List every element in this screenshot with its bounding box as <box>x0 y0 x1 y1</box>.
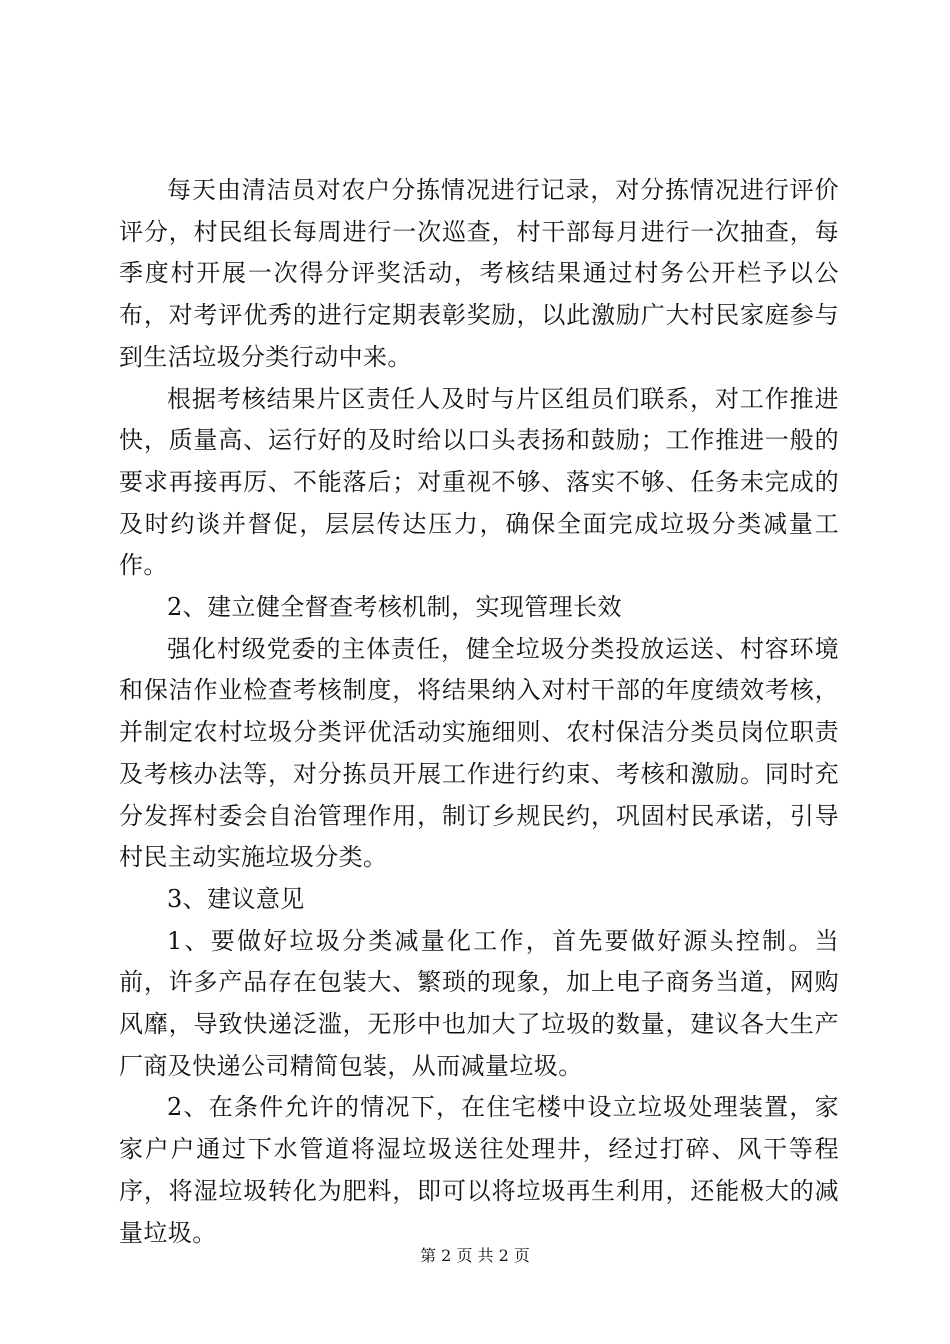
paragraph-suggestion-processing-device: 2、在条件允许的情况下，在住宅楼中设立垃圾处理装置，家家户户通过下水管道将湿垃圾送往处理井，经过打碎、风干等程序，将湿垃圾转化为肥料，即可以将垃圾再生利用，还能极大的减量垃圾。 <box>119 1093 839 1247</box>
document-body <box>119 170 839 1254</box>
section-heading-suggestions: 3、建议意见 <box>167 884 305 913</box>
section-heading-supervision: 2、建立健全督查考核机制，实现管理长效 <box>167 593 622 622</box>
paragraph-party-responsibility: 强化村级党委的主体责任，健全垃圾分类投放运送、村容环境和保洁作业检查考核制度，将结果纳入对村干部的年度绩效考核，并制定农村垃圾分类评优活动实施细则、农村保洁分类员岗位职责及考核办法等，对分拣员开展工作进行约束、考核和激励。同时充分发挥村委会自治管理作用，制订乡规民约，巩固村民承诺，引导村民主动实施垃圾分类。 <box>119 634 839 872</box>
paragraph-district-feedback: 根据考核结果片区责任人及时与片区组员们联系，对工作推进快，质量高、运行好的及时给以口头表扬和鼓励；工作推进一般的要求再接再厉、不能落后；对重视不够、落实不够、任务未完成的及时约谈并督促，层层传达压力，确保全面完成垃圾分类减量工作。 <box>119 384 839 580</box>
paragraph-scoring-records: 每天由清洁员对农户分拣情况进行记录，对分拣情况进行评价评分，村民组长每周进行一次巡查，村干部每月进行一次抽查，每季度村开展一次得分评奖活动，考核结果通过村务公开栏予以公布，对考评优秀的进行定期表彰奖励，以此激励广大村民家庭参与到生活垃圾分类行动中来。 <box>119 176 839 371</box>
page-footer: 第 2 页 共 2 页 <box>420 1246 530 1265</box>
paragraph-suggestion-source-control: 1、要做好垃圾分类减量化工作，首先要做好源头控制。当前，许多产品存在包装大、繁琐的现象，加上电子商务当道，网购风靡，导致快递泛滥，无形中也加大了垃圾的数量，建议各大生产厂商及快递公司精简包装，从而减量垃圾。 <box>119 926 839 1080</box>
